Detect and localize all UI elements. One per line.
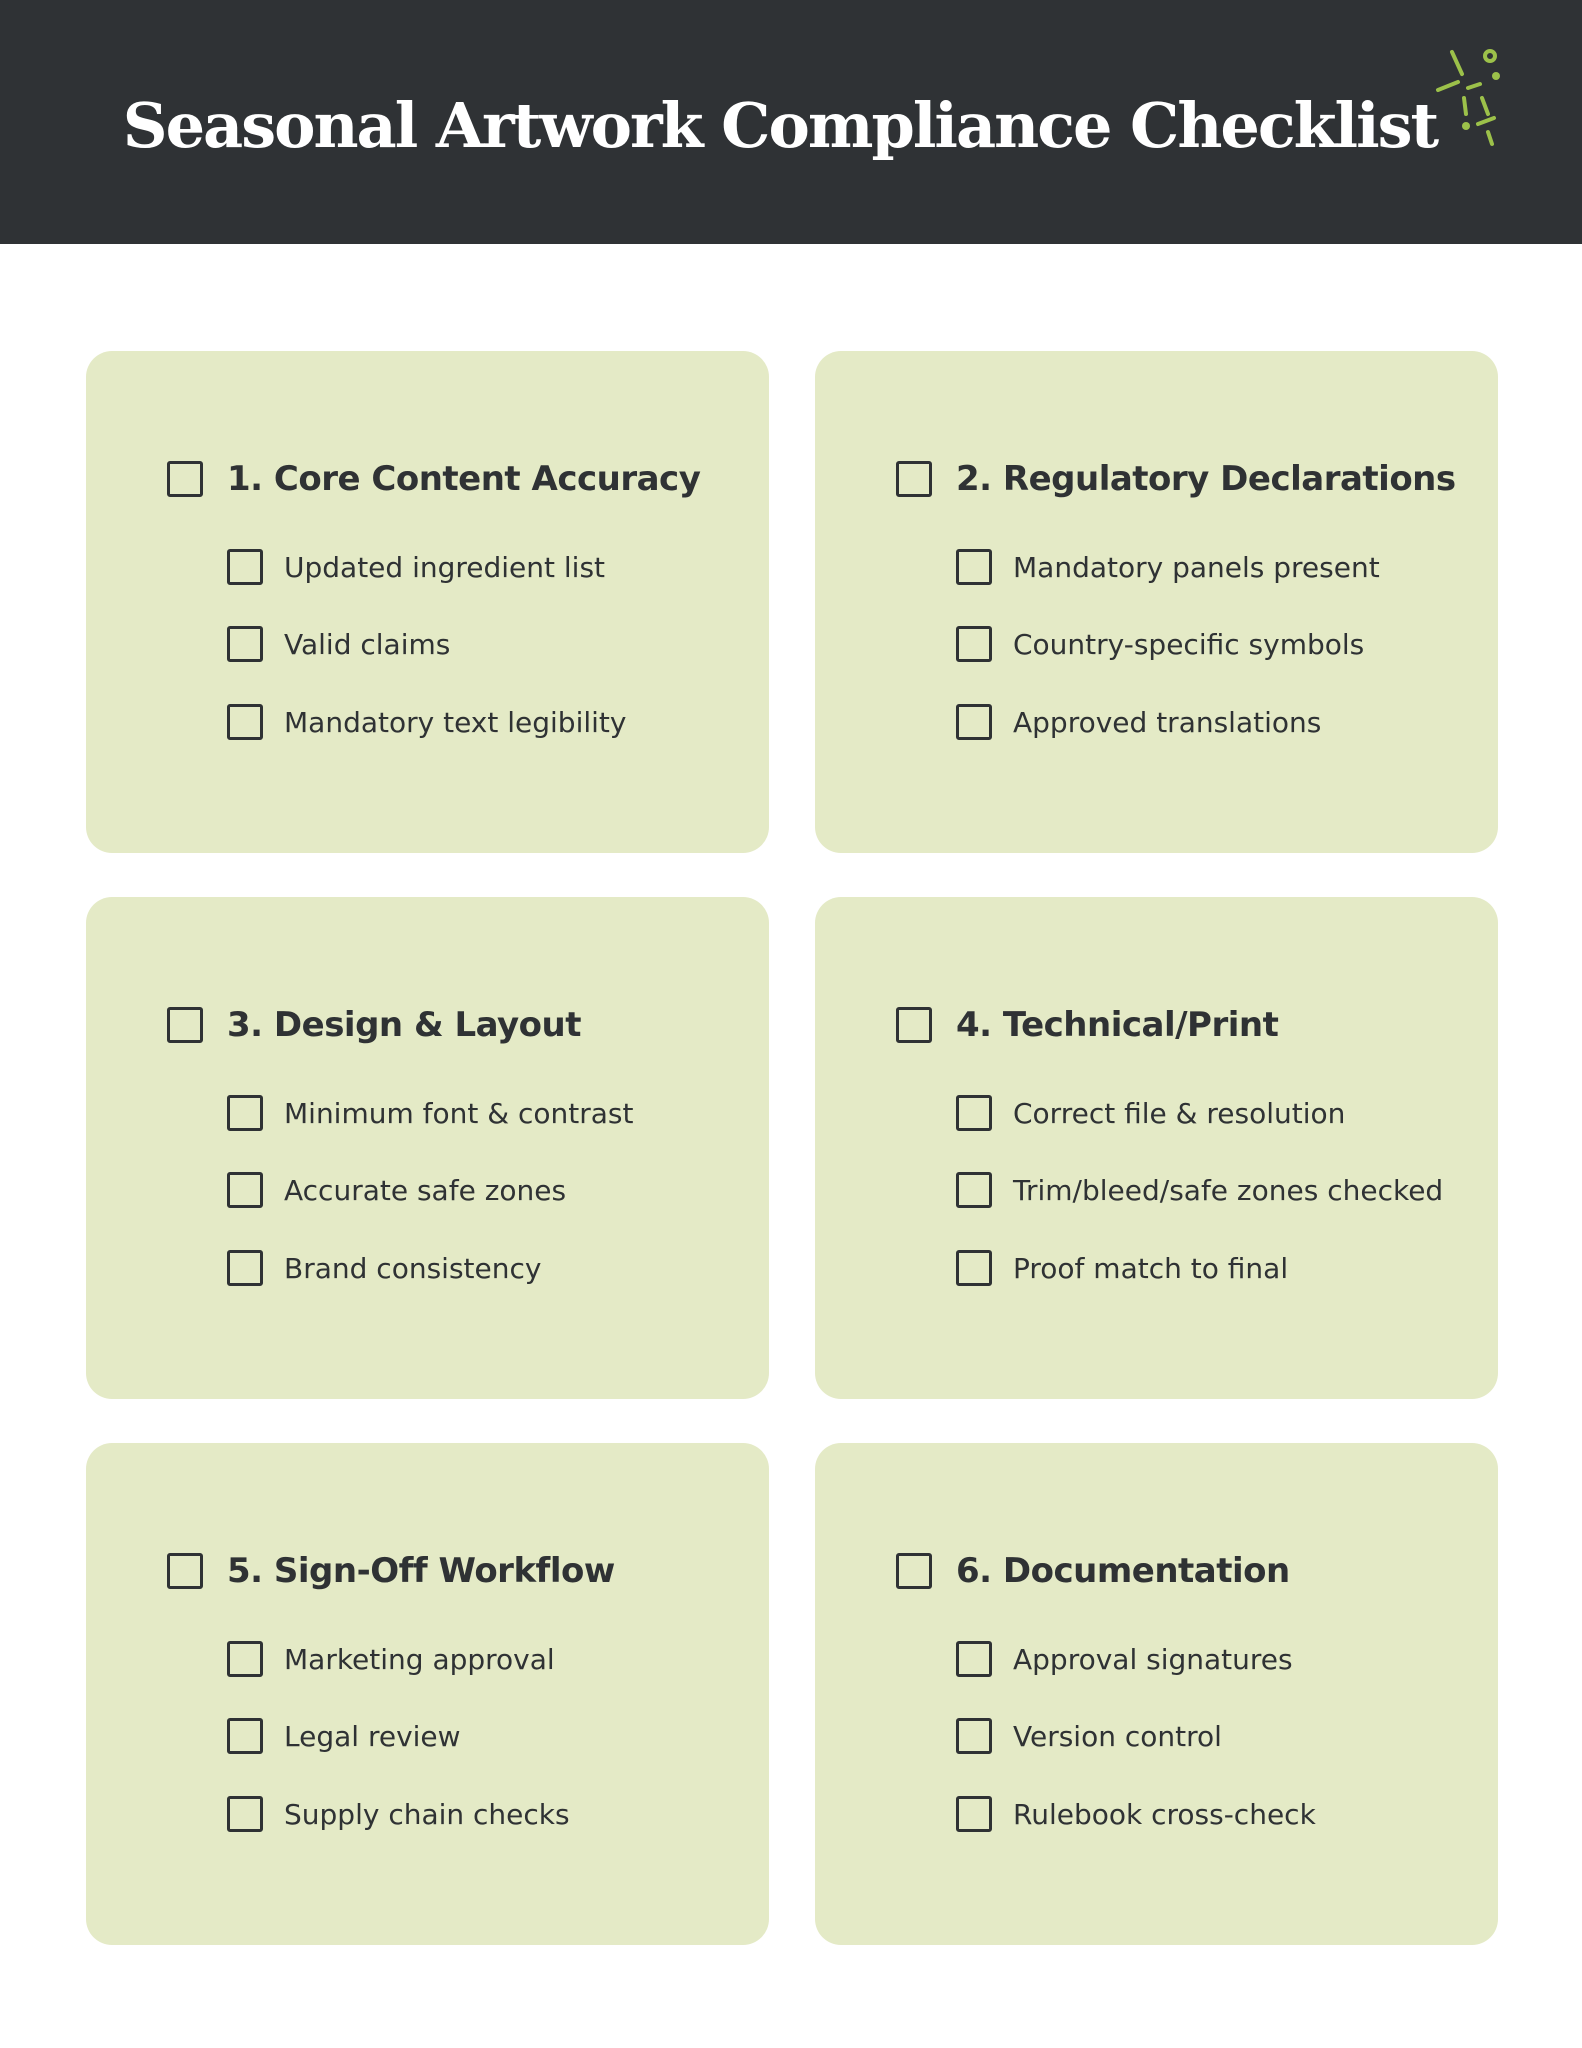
checklist-item (227, 1639, 555, 1679)
item-label: Country-specific symbols (1013, 627, 1365, 661)
item-label: Supply chain checks (284, 1797, 570, 1831)
item-checkbox[interactable] (227, 626, 263, 662)
section-card-design-layout (86, 897, 769, 1399)
checklist-item (227, 1170, 566, 1210)
section-card-core-content (86, 351, 769, 853)
section-heading: 4. Technical/Print (956, 1005, 1279, 1045)
checklist-item (956, 1248, 1288, 1288)
checklist-item (227, 702, 626, 742)
checklist-item (227, 624, 450, 664)
checklist-item (956, 624, 1364, 664)
item-checkbox[interactable] (227, 549, 263, 585)
item-checkbox[interactable] (956, 704, 992, 740)
item-checkbox[interactable] (956, 1172, 992, 1208)
item-label: Rulebook cross-check (1013, 1797, 1316, 1831)
item-checkbox[interactable] (227, 1250, 263, 1286)
section-checkbox[interactable] (167, 461, 203, 497)
section-heading: 6. Documentation (956, 1551, 1290, 1591)
section-card-regulatory (815, 351, 1498, 853)
section-heading: 2. Regulatory Declarations (956, 459, 1456, 499)
item-label: Legal review (284, 1719, 461, 1753)
item-checkbox[interactable] (956, 549, 992, 585)
section-checkbox[interactable] (896, 461, 932, 497)
item-checkbox[interactable] (227, 1095, 263, 1131)
checklist-item (227, 1248, 541, 1288)
item-label: Proof match to final (1013, 1251, 1289, 1285)
item-label: Approval signatures (1013, 1642, 1293, 1676)
item-checkbox[interactable] (227, 1796, 263, 1832)
section-heading: 1. Core Content Accuracy (227, 459, 701, 499)
item-checkbox[interactable] (956, 626, 992, 662)
item-checkbox[interactable] (227, 704, 263, 740)
item-checkbox[interactable] (956, 1718, 992, 1754)
section-card-technical-print (815, 897, 1498, 1399)
item-checkbox[interactable] (227, 1718, 263, 1754)
item-label: Accurate safe zones (284, 1173, 567, 1207)
section-checkbox[interactable] (167, 1007, 203, 1043)
section-checkbox[interactable] (167, 1553, 203, 1589)
item-label: Mandatory panels present (1013, 550, 1380, 584)
checklist-item (227, 1794, 570, 1834)
checklist-item (956, 547, 1380, 587)
item-checkbox[interactable] (227, 1172, 263, 1208)
checklist-item (956, 1639, 1293, 1679)
checklist-item (227, 1716, 461, 1756)
item-label: Brand consistency (284, 1251, 542, 1285)
page-title: Seasonal Artwork Compliance Checklist (122, 89, 1438, 162)
checklist-item (227, 547, 605, 587)
page-header (0, 0, 1582, 244)
item-label: Minimum font & contrast (284, 1096, 634, 1130)
section-checkbox[interactable] (896, 1007, 932, 1043)
item-label: Updated ingredient list (284, 550, 606, 584)
item-label: Marketing approval (284, 1642, 555, 1676)
section-checkbox[interactable] (896, 1553, 932, 1589)
item-checkbox[interactable] (956, 1796, 992, 1832)
checklist-item (956, 1093, 1345, 1133)
section-heading: 5. Sign-Off Workflow (227, 1551, 615, 1591)
checklist-item (956, 1170, 1443, 1210)
section-heading: 3. Design & Layout (227, 1005, 581, 1045)
item-label: Version control (1013, 1719, 1222, 1753)
item-label: Mandatory text legibility (284, 705, 627, 739)
item-checkbox[interactable] (956, 1641, 992, 1677)
item-label: Correct file & resolution (1013, 1096, 1346, 1130)
checklist-item (227, 1093, 634, 1133)
item-label: Approved translations (1013, 705, 1322, 739)
item-label: Valid claims (284, 627, 451, 661)
item-checkbox[interactable] (956, 1250, 992, 1286)
item-label: Trim/bleed/safe zones checked (1013, 1173, 1444, 1207)
item-checkbox[interactable] (956, 1095, 992, 1131)
section-card-sign-off (86, 1443, 769, 1945)
section-card-documentation (815, 1443, 1498, 1945)
checklist-item (956, 1794, 1316, 1834)
checklist-item (956, 702, 1321, 742)
item-checkbox[interactable] (227, 1641, 263, 1677)
checklist-item (956, 1716, 1222, 1756)
sparkle-icon (1430, 40, 1520, 150)
